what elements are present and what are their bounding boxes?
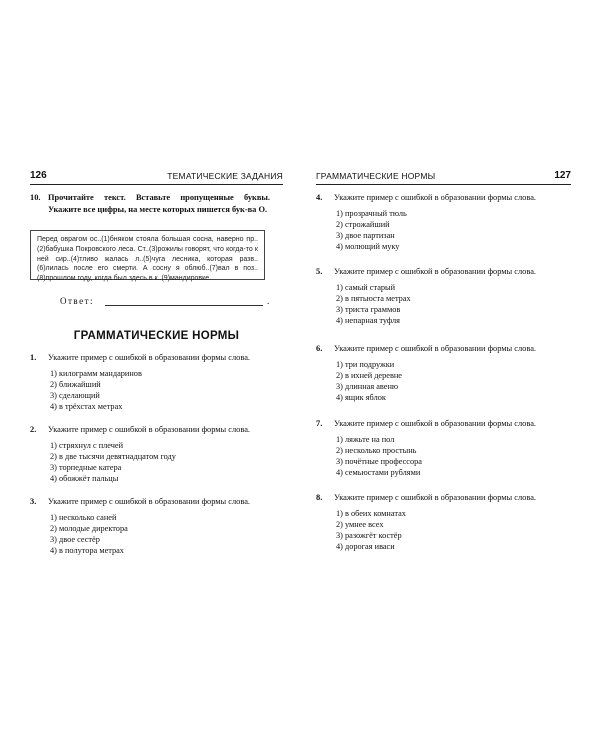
question-stem: Укажите пример с ошибкой в образовании формы слова. bbox=[334, 493, 537, 502]
question-stem: Укажите пример с ошибкой в образовании формы слова. bbox=[48, 353, 251, 362]
question-stem: Укажите пример с ошибкой в образовании формы слова. bbox=[334, 344, 537, 353]
option-list bbox=[50, 368, 275, 412]
option-list bbox=[50, 512, 275, 556]
option[interactable]: 2) молодые директора bbox=[50, 523, 128, 533]
section-title: ГРАММАТИЧЕСКИЕ НОРМЫ bbox=[73, 330, 240, 342]
question-5 bbox=[316, 266, 566, 326]
question-7 bbox=[316, 418, 566, 478]
right-running-header bbox=[316, 170, 571, 185]
option[interactable]: 4) семьюстами рублями bbox=[336, 467, 421, 477]
question-number: 1. bbox=[30, 353, 37, 362]
option[interactable]: 2) несколько простынь bbox=[336, 445, 417, 455]
option-list bbox=[336, 208, 566, 252]
option[interactable]: 1) стряхнул с плечей bbox=[50, 440, 124, 450]
question-stem: Укажите пример с ошибкой в образовании формы слова. bbox=[334, 419, 537, 428]
option[interactable]: 3) разожгёт костёр bbox=[336, 530, 402, 540]
question-stem: Прочитайте текст. Вставьте пропущенные буквы. Укажите все цифры, на месте которых пишется бук-ва О. bbox=[48, 193, 270, 214]
option-list bbox=[336, 434, 566, 478]
option[interactable]: 4) молющий муку bbox=[336, 241, 400, 251]
question-stem: Укажите пример с ошибкой в образовании формы слова. bbox=[334, 193, 537, 202]
option[interactable]: 4) в трёхстах метрах bbox=[50, 401, 123, 411]
page-number: 126 bbox=[30, 170, 47, 181]
option[interactable]: 4) в полутора метрах bbox=[50, 545, 124, 555]
question-2 bbox=[30, 424, 275, 484]
running-head: ГРАММАТИЧЕСКИЕ НОРМЫ bbox=[316, 171, 436, 181]
question-number: 5. bbox=[316, 267, 323, 276]
option[interactable]: 2) в ихней деревне bbox=[336, 370, 402, 380]
question-stem: Укажите пример с ошибкой в образовании формы слова. bbox=[48, 425, 251, 434]
question-number: 2. bbox=[30, 425, 37, 434]
option[interactable]: 2) в пятьюста метрах bbox=[336, 293, 411, 303]
option[interactable]: 1) в обеих комнатах bbox=[336, 508, 406, 518]
option[interactable]: 4) непарная туфля bbox=[336, 315, 400, 325]
question-stem: Укажите пример с ошибкой в образовании формы слова. bbox=[334, 267, 537, 276]
question-number: 10. bbox=[30, 193, 41, 202]
answer-label: Ответ: bbox=[60, 296, 95, 306]
question-4 bbox=[316, 192, 566, 252]
left-running-header bbox=[30, 170, 283, 185]
question-number: 3. bbox=[30, 497, 37, 506]
option[interactable]: 3) торпедные катера bbox=[50, 462, 122, 472]
answer-line[interactable] bbox=[105, 305, 263, 306]
option[interactable]: 2) в две тысячи девятнадцатом году bbox=[50, 451, 176, 461]
option-list bbox=[50, 440, 275, 484]
option[interactable]: 1) три подружки bbox=[336, 359, 395, 369]
option[interactable]: 1) несколько саней bbox=[50, 512, 117, 522]
option[interactable]: 4) дорогая иваси bbox=[336, 541, 395, 551]
question-number: 4. bbox=[316, 193, 323, 202]
option-list bbox=[336, 508, 566, 552]
option[interactable]: 1) ляжьте на пол bbox=[336, 434, 395, 444]
option[interactable]: 3) двое партизан bbox=[336, 230, 395, 240]
option[interactable]: 3) сделающий bbox=[50, 390, 100, 400]
option[interactable]: 2) умнее всех bbox=[336, 519, 384, 529]
option[interactable]: 2) строжайший bbox=[336, 219, 390, 229]
answer-period: . bbox=[267, 296, 270, 306]
option[interactable]: 2) ближайший bbox=[50, 379, 101, 389]
question-number: 8. bbox=[316, 493, 323, 502]
option-list bbox=[336, 282, 566, 326]
question-number: 7. bbox=[316, 419, 323, 428]
option[interactable]: 3) почётные профессора bbox=[336, 456, 422, 466]
question-10 bbox=[30, 192, 270, 215]
option-list bbox=[336, 359, 566, 403]
option[interactable]: 1) килограмм мандаринов bbox=[50, 368, 142, 378]
passage-box: Перед оврагом ос..(1)бняком стояла большая сосна, наверно пр..(2)бабушка Покровского леса. Ст..(3)рожилы говорят, что когда-то к ней сир..(4)тливо жалась л..(5)чуга лесника, которая разв..(6)лилась после его смерти. А сосну я облюб..(7)вал в поз..(8)прошлом году, когда был здесь в к..(9)мандировке. bbox=[30, 230, 265, 280]
option[interactable]: 3) двое сестёр bbox=[50, 534, 100, 544]
option[interactable]: 3) триста граммов bbox=[336, 304, 401, 314]
option[interactable]: 4) обожжёт пальцы bbox=[50, 473, 119, 483]
question-stem: Укажите пример с ошибкой в образовании формы слова. bbox=[48, 497, 251, 506]
option[interactable]: 1) прозрачный тюль bbox=[336, 208, 407, 218]
running-head: ТЕМАТИЧЕСКИЕ ЗАДАНИЯ bbox=[167, 171, 283, 181]
right-page bbox=[300, 0, 600, 750]
option[interactable]: 1) самый старый bbox=[336, 282, 396, 292]
question-3 bbox=[30, 496, 275, 556]
question-6 bbox=[316, 343, 566, 403]
question-1 bbox=[30, 352, 275, 412]
question-8 bbox=[316, 492, 566, 552]
option[interactable]: 3) длинная авеню bbox=[336, 381, 399, 391]
question-number: 6. bbox=[316, 344, 323, 353]
option[interactable]: 4) ящик яблок bbox=[336, 392, 386, 402]
page-number: 127 bbox=[554, 170, 571, 181]
